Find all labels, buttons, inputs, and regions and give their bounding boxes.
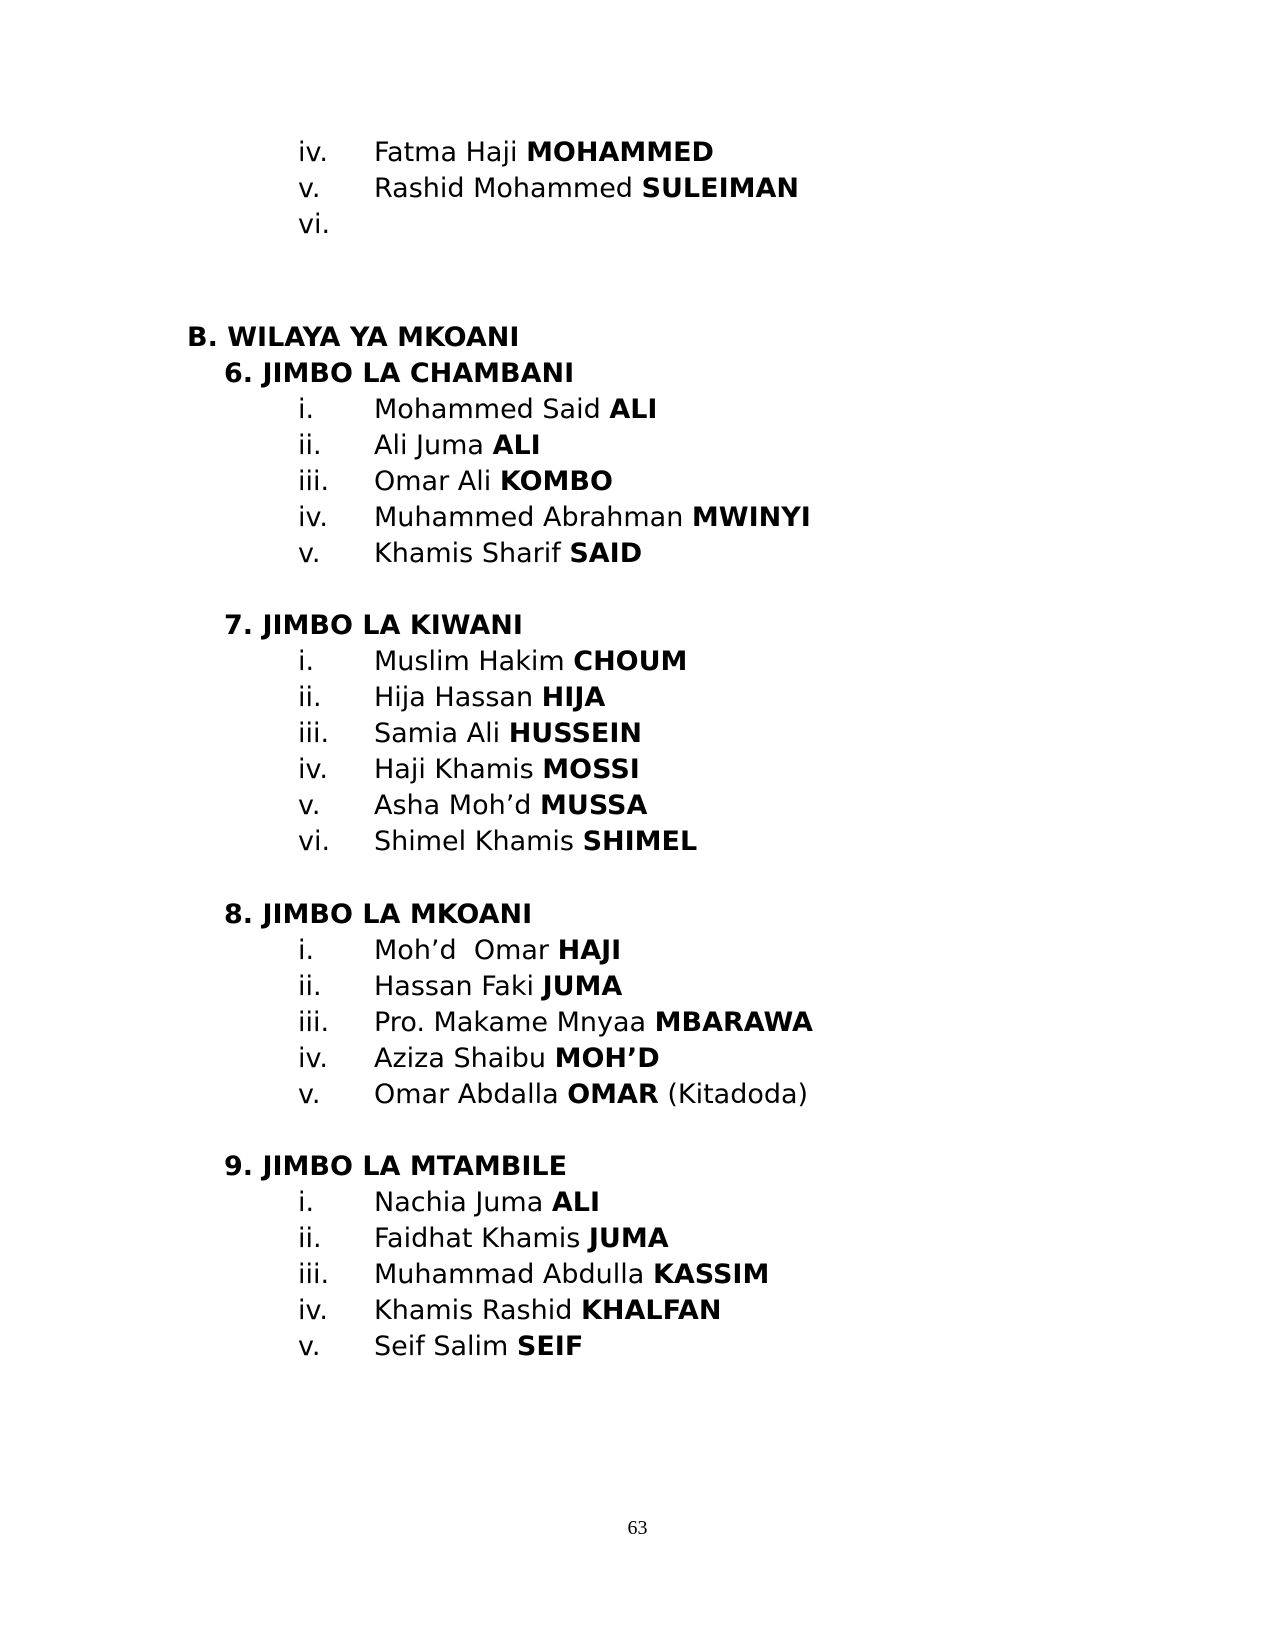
member-name	[374, 969, 622, 1005]
list-numeral: i.	[298, 1187, 315, 1218]
surname: MUSSA	[540, 790, 648, 821]
member-name	[374, 171, 799, 207]
member-name	[374, 1221, 669, 1257]
member-name	[374, 500, 811, 536]
member-name	[374, 1185, 600, 1221]
given-names: Rashid Mohammed	[374, 173, 633, 204]
constituency-heading: 9. JIMBO LA MTAMBILE	[224, 1151, 568, 1182]
given-names: Shimel Khamis	[374, 826, 574, 857]
surname: SEIF	[516, 1331, 584, 1362]
list-numeral: v.	[298, 790, 321, 821]
constituency-heading: 8. JIMBO LA MKOANI	[224, 899, 533, 930]
list-numeral: v.	[298, 1331, 321, 1362]
list-numeral: iv.	[298, 754, 328, 785]
given-names: Hija Hassan	[374, 682, 534, 713]
given-names: Moh’d Omar	[374, 935, 550, 966]
given-names: Muslim Hakim	[374, 646, 565, 677]
member-name	[374, 1077, 808, 1113]
constituency-heading: 7. JIMBO LA KIWANI	[224, 610, 523, 641]
member-name	[374, 135, 714, 171]
given-names: Seif Salim	[374, 1331, 509, 1362]
list-numeral: iv.	[298, 1295, 328, 1326]
given-names: Fatma Haji	[374, 137, 518, 168]
member-name	[374, 464, 613, 500]
list-numeral: iv.	[298, 502, 328, 533]
list-numeral: v.	[298, 538, 321, 569]
given-names: Ali Juma	[374, 430, 484, 461]
surname: SAID	[569, 538, 643, 569]
surname: JUMA	[588, 1223, 669, 1254]
member-name	[374, 933, 621, 969]
district-heading: B. WILAYA YA MKOANI	[187, 322, 520, 353]
given-names: Mohammed Said	[374, 394, 601, 425]
member-note: (Kitadoda)	[667, 1079, 809, 1110]
given-names: Omar Abdalla	[374, 1079, 559, 1110]
surname: OMAR	[567, 1079, 659, 1110]
list-numeral: iii.	[298, 1259, 330, 1290]
member-name	[374, 1041, 660, 1077]
given-names: Khamis Rashid	[374, 1295, 573, 1326]
surname: ALI	[609, 394, 658, 425]
member-name	[374, 788, 647, 824]
given-names: Hassan Faki	[374, 971, 534, 1002]
list-numeral: vi.	[298, 209, 331, 240]
surname: MOHAMMED	[526, 137, 714, 168]
member-name	[374, 536, 642, 572]
member-name	[374, 1005, 813, 1041]
page-number: 63	[627, 1517, 648, 1539]
list-numeral: ii.	[298, 971, 322, 1002]
member-name	[374, 1293, 721, 1329]
surname: JUMA	[542, 971, 623, 1002]
list-numeral: i.	[298, 935, 315, 966]
member-name	[374, 428, 541, 464]
given-names: Aziza Shaibu	[374, 1043, 546, 1074]
given-names: Nachia Juma	[374, 1187, 544, 1218]
surname: HAJI	[557, 935, 622, 966]
list-numeral: iii.	[298, 718, 330, 749]
given-names: Muhammed Abrahman	[374, 502, 684, 533]
list-numeral: iv.	[298, 1043, 328, 1074]
given-names: Muhammad Abdulla	[374, 1259, 645, 1290]
surname: HUSSEIN	[508, 718, 642, 749]
surname: MOH’D	[554, 1043, 660, 1074]
list-numeral: ii.	[298, 682, 322, 713]
surname: MBARAWA	[654, 1007, 813, 1038]
list-numeral: iii.	[298, 1007, 330, 1038]
list-numeral: i.	[298, 394, 315, 425]
surname: MWINYI	[691, 502, 811, 533]
surname: KHALFAN	[580, 1295, 722, 1326]
list-numeral: i.	[298, 646, 315, 677]
member-name	[374, 644, 687, 680]
member-name	[374, 824, 697, 860]
surname: SHIMEL	[582, 826, 698, 857]
given-names: Asha Moh’d	[374, 790, 532, 821]
given-names: Samia Ali	[374, 718, 501, 749]
member-name	[374, 392, 657, 428]
surname: SULEIMAN	[641, 173, 799, 204]
list-numeral: v.	[298, 1079, 321, 1110]
member-name	[374, 716, 642, 752]
surname: HIJA	[541, 682, 606, 713]
surname: MOSSI	[542, 754, 640, 785]
list-numeral: ii.	[298, 430, 322, 461]
list-numeral: iii.	[298, 466, 330, 497]
constituency-heading: 6. JIMBO LA CHAMBANI	[224, 358, 575, 389]
member-name	[374, 1329, 583, 1365]
surname: ALI	[551, 1187, 601, 1218]
list-numeral: iv.	[298, 137, 328, 168]
list-numeral: v.	[298, 173, 321, 204]
surname: ALI	[492, 430, 541, 461]
given-names: Pro. Makame Mnyaa	[374, 1007, 647, 1038]
member-name	[374, 752, 640, 788]
list-numeral: ii.	[298, 1223, 322, 1254]
list-numeral: vi.	[298, 826, 331, 857]
surname: KASSIM	[652, 1259, 770, 1290]
surname: CHOUM	[573, 646, 688, 677]
member-name	[374, 1257, 769, 1293]
given-names: Haji Khamis	[374, 754, 534, 785]
given-names: Khamis Sharif	[374, 538, 570, 569]
member-name	[374, 680, 605, 716]
given-names: Omar Ali	[374, 466, 492, 497]
surname: KOMBO	[499, 466, 613, 497]
given-names: Faidhat Khamis	[374, 1223, 581, 1254]
